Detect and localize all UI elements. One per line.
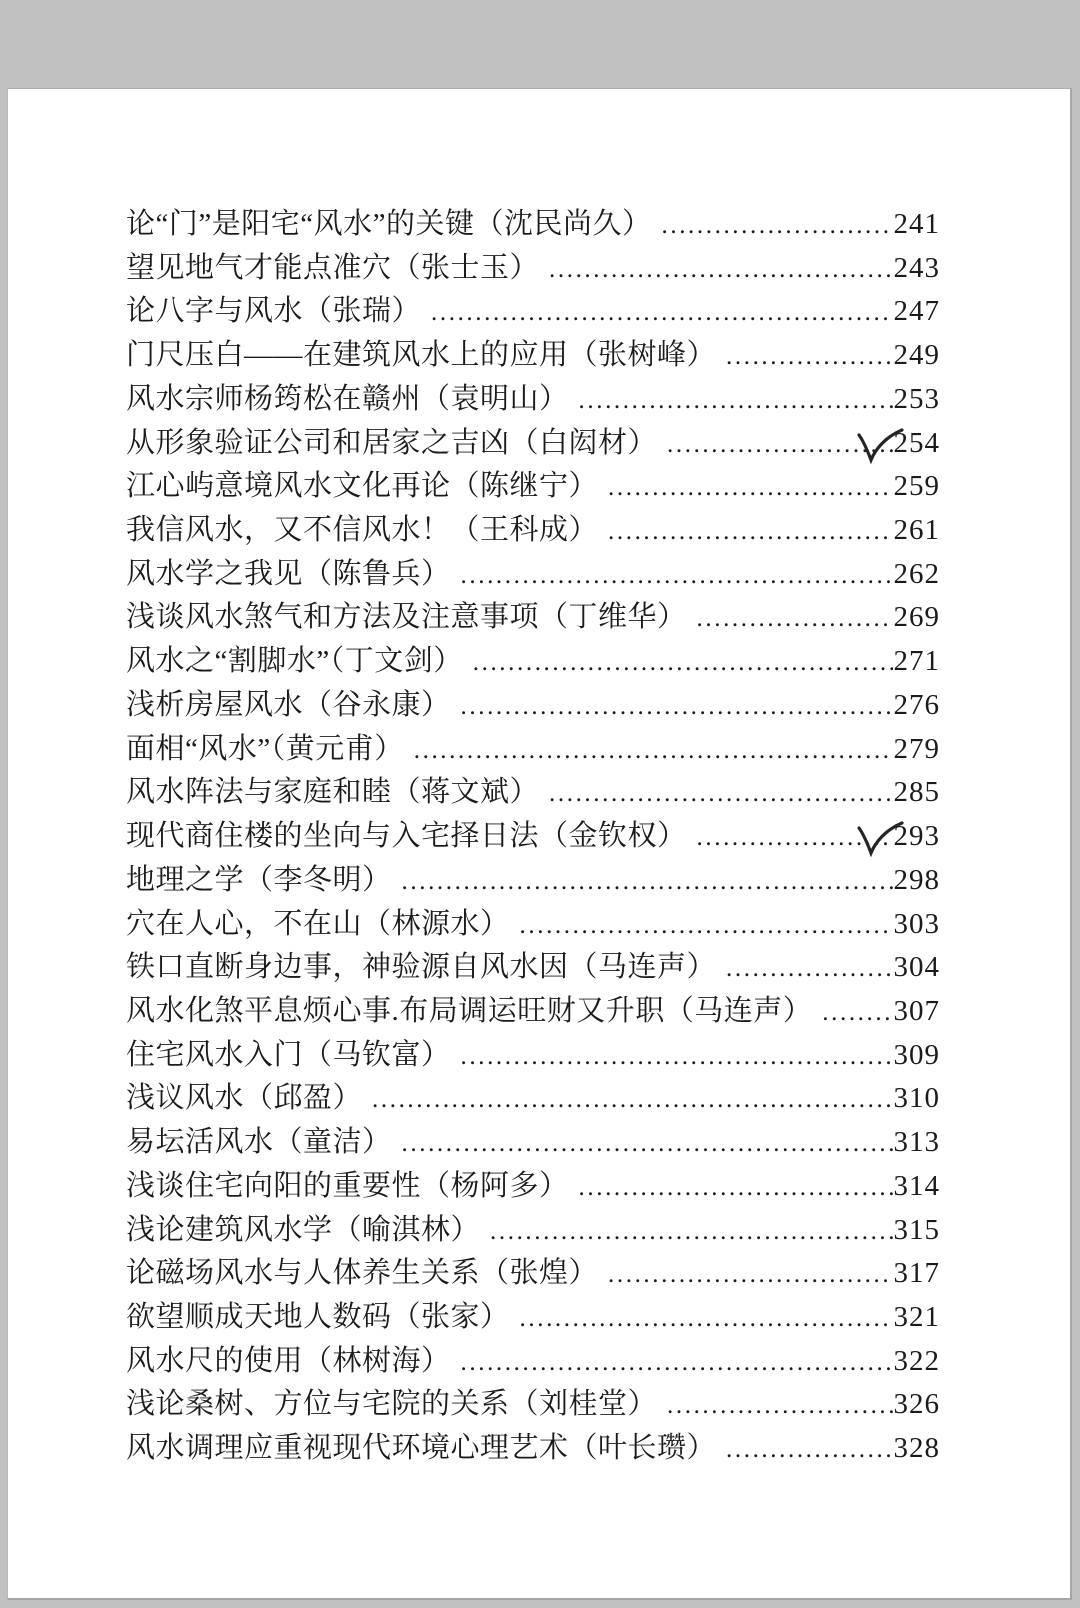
dot-leader: [697, 824, 893, 852]
dot-leader: [402, 1130, 893, 1158]
toc-entry-page-number: 271: [893, 645, 940, 678]
toc-entry-page-ref: [894, 558, 941, 591]
toc-entry-row: [126, 551, 940, 595]
toc-entry-title: 风水化煞平息烦心事.布局调运旺财又升职（马连声）: [126, 994, 813, 1027]
dot-leader: [473, 649, 893, 677]
toc-entry-title: 风水阵法与家庭和睦（蒋文斌）: [126, 776, 540, 809]
dot-leader: [726, 1436, 892, 1464]
toc-entry-title: 易坛活风水（童洁）: [126, 1126, 392, 1159]
toc-entry-page-ref: [894, 470, 941, 503]
toc-entry-title: 风水尺的使用（林树海）: [126, 1344, 451, 1377]
toc-entry-page-number: 317: [893, 1257, 940, 1290]
toc-entry-row: [126, 594, 940, 638]
toc-entry-row: [126, 376, 940, 420]
toc-entry-page-number: 259: [893, 470, 940, 503]
toc-entry-title: 风水宗师杨筠松在赣州（袁明山）: [126, 382, 569, 415]
toc-entry-page-number: 254: [893, 426, 940, 459]
toc-entry-row: [126, 201, 940, 245]
toc-entry-page-ref: [894, 1257, 941, 1290]
toc-entry-page-ref: [894, 864, 941, 897]
toc-entry-page-number: 328: [893, 1432, 940, 1465]
toc-entry-page-number: 247: [893, 295, 940, 328]
dot-leader: [667, 431, 892, 459]
toc-entry-title: 论“门”是阳宅“风水”的关键（沈民尚久）: [126, 208, 652, 240]
toc-entry-page-ref: [894, 1214, 941, 1247]
toc-entry-page-ref: [894, 252, 941, 285]
toc-entry-page-ref: [894, 427, 941, 460]
dot-leader: [608, 1261, 892, 1289]
toc-entry-title: 浅论建筑风水学（喻淇林）: [126, 1213, 481, 1246]
toc-entry-title: 欲望顺成天地人数码（张家）: [126, 1300, 510, 1333]
toc-entry-page-ref: [894, 820, 941, 853]
dot-leader: [608, 474, 892, 502]
toc-entry-page-ref: [894, 208, 941, 241]
toc-entry-row: [126, 1075, 940, 1119]
toc-entry-page-number: 249: [893, 339, 940, 372]
toc-entry-page-ref: [894, 1301, 941, 1334]
toc-entry-page-number: 307: [893, 994, 940, 1027]
toc-entry-page-number: 322: [893, 1344, 940, 1377]
toc-entry-page-number: 293: [893, 820, 940, 853]
toc-entry-page-ref: [894, 689, 941, 722]
toc-entry-page-ref: [894, 1170, 941, 1203]
toc-entry-title: 论八字与风水（张瑞）: [126, 295, 422, 328]
toc-entry-title: 江心屿意境风水文化再论（陈继宁）: [126, 470, 599, 503]
toc-entry-page-number: 276: [893, 688, 940, 721]
toc-entry-title: 论磁场风水与人体养生关系（张煌）: [126, 1257, 599, 1290]
toc-entry-title: 铁口直断身边事，神验源自风水因（马连声）: [126, 951, 717, 984]
dot-leader: [490, 1218, 892, 1246]
toc-entry-page-number: 313: [893, 1126, 940, 1159]
dot-leader: [520, 1305, 893, 1333]
toc-entry-row: [126, 420, 940, 464]
toc-entry-page-ref: [894, 951, 941, 984]
toc-entry-page-ref: [894, 1039, 941, 1072]
toc-entry-page-ref: [894, 733, 941, 766]
toc-entry-page-ref: [894, 1126, 941, 1159]
toc-entry-row: [126, 813, 940, 857]
toc-entry-page-ref: [894, 514, 941, 547]
toc-entry-title: 从形象验证公司和居家之吉凶（白闳材）: [126, 426, 658, 459]
toc-entry-page-number: 314: [893, 1169, 940, 1202]
toc-entry-page-ref: [894, 295, 941, 328]
toc-entry-page-number: 269: [893, 601, 940, 634]
dot-leader: [726, 955, 892, 983]
dot-leader: [549, 780, 892, 808]
dot-leader: [461, 562, 893, 590]
toc-entry-row: [126, 901, 940, 945]
toc-entry-page-ref: [894, 995, 941, 1028]
toc-entry-page-number: 321: [893, 1300, 940, 1333]
dot-leader: [549, 256, 892, 284]
toc-entry-title: 浅论桑树、方位与宅院的关系（刘桂堂）: [126, 1388, 658, 1421]
toc-entry-title: 风水调理应重视现代环境心理艺术（叶长瓒）: [126, 1432, 717, 1465]
dot-leader: [461, 693, 893, 721]
dot-leader: [414, 737, 893, 765]
toc-entry-page-number: 309: [893, 1038, 940, 1071]
dot-leader: [520, 912, 893, 940]
document-page: [7, 88, 1072, 1600]
dot-leader: [431, 299, 892, 327]
toc-entry-page-ref: [894, 776, 941, 809]
toc-entry-title: 浅析房屋风水（谷永康）: [126, 688, 451, 721]
toc-entry-row: [126, 638, 940, 682]
dot-leader: [608, 518, 892, 546]
dot-leader: [579, 1174, 893, 1202]
toc-entry-page-ref: [894, 1345, 941, 1378]
toc-entry-row: [126, 726, 940, 770]
toc-entry-page-number: 243: [893, 251, 940, 284]
toc-entry-row: [126, 463, 940, 507]
toc-entry-row: [126, 1425, 940, 1469]
toc-entry-title: 面相“风水”（黄元甫）: [126, 732, 404, 765]
toc-entry-row: [126, 988, 940, 1032]
dot-leader: [697, 605, 893, 633]
dot-leader: [461, 1043, 893, 1071]
toc-entry-row: [126, 1381, 940, 1425]
toc-entry-row: [126, 1119, 940, 1163]
dot-leader: [662, 212, 893, 240]
toc-entry-page-ref: [894, 645, 941, 678]
toc-entry-title: 穴在人心，不在山（林源水）: [126, 907, 510, 940]
toc-entry-title: 风水之“割脚水”（丁文剑）: [126, 645, 463, 678]
toc-entry-page-ref: [894, 1388, 941, 1421]
toc-list: [126, 201, 940, 1469]
toc-entry-page-number: 303: [893, 907, 940, 940]
toc-entry-row: [126, 245, 940, 289]
toc-entry-page-number: 298: [893, 863, 940, 896]
toc-entry-title: 望见地气才能点准穴（张士玉）: [126, 251, 540, 284]
toc-entry-page-number: 285: [893, 776, 940, 809]
toc-entry-page-number: 253: [893, 382, 940, 415]
toc-entry-title: 浅谈风水煞气和方法及注意事项（丁维华）: [126, 601, 687, 634]
toc-entry-row: [126, 1294, 940, 1338]
dot-leader: [579, 387, 893, 415]
toc-entry-page-number: 261: [893, 514, 940, 547]
toc-entry-row: [126, 288, 940, 332]
toc-entry-title: 现代商住楼的坐向与入宅择日法（金钦权）: [126, 820, 687, 853]
toc-entry-title: 门尺压白——在建筑风水上的应用（张树峰）: [126, 339, 717, 372]
toc-entry-page-number: 241: [893, 208, 940, 240]
toc-entry-row: [126, 1338, 940, 1382]
toc-entry-page-number: 279: [893, 732, 940, 765]
toc-entry-title: 浅议风水（邱盈）: [126, 1082, 363, 1115]
toc-entry-row: [126, 857, 940, 901]
toc-entry-row: [126, 507, 940, 551]
toc-entry-page-number: 262: [893, 557, 940, 590]
toc-entry-page-number: 310: [893, 1082, 940, 1115]
toc-entry-row: [126, 1032, 940, 1076]
toc-entry-page-ref: [894, 1432, 941, 1465]
toc-entry-page-number: 315: [893, 1213, 940, 1246]
toc-entry-row: [126, 944, 940, 988]
toc-entry-page-number: 304: [893, 951, 940, 984]
toc-entry-page-ref: [894, 1082, 941, 1115]
toc-entry-row: [126, 1163, 940, 1207]
toc-entry-row: [126, 769, 940, 813]
toc-entry-row: [126, 1250, 940, 1294]
toc-entry-title: 浅谈住宅向阳的重要性（杨阿多）: [126, 1169, 569, 1202]
dot-leader: [726, 343, 892, 371]
toc-entry-page-number: 326: [893, 1388, 940, 1421]
toc-entry-title: 我信风水，又不信风水！（王科成）: [126, 514, 599, 547]
dot-leader: [667, 1392, 892, 1420]
toc-entry-page-ref: [894, 383, 941, 416]
toc-entry-page-ref: [894, 908, 941, 941]
toc-entry-row: [126, 332, 940, 376]
dot-leader: [402, 868, 893, 896]
toc-entry-page-ref: [894, 339, 941, 372]
toc-entry-title: 风水学之我见（陈鲁兵）: [126, 557, 451, 590]
dot-leader: [461, 1349, 893, 1377]
toc-entry-title: 住宅风水入门（马钦富）: [126, 1038, 451, 1071]
dot-leader: [822, 999, 892, 1027]
toc-entry-row: [126, 1207, 940, 1251]
dot-leader: [372, 1086, 892, 1114]
toc-entry-row: [126, 682, 940, 726]
toc-entry-title: 地理之学（李冬明）: [126, 863, 392, 896]
toc-entry-page-ref: [894, 601, 941, 634]
